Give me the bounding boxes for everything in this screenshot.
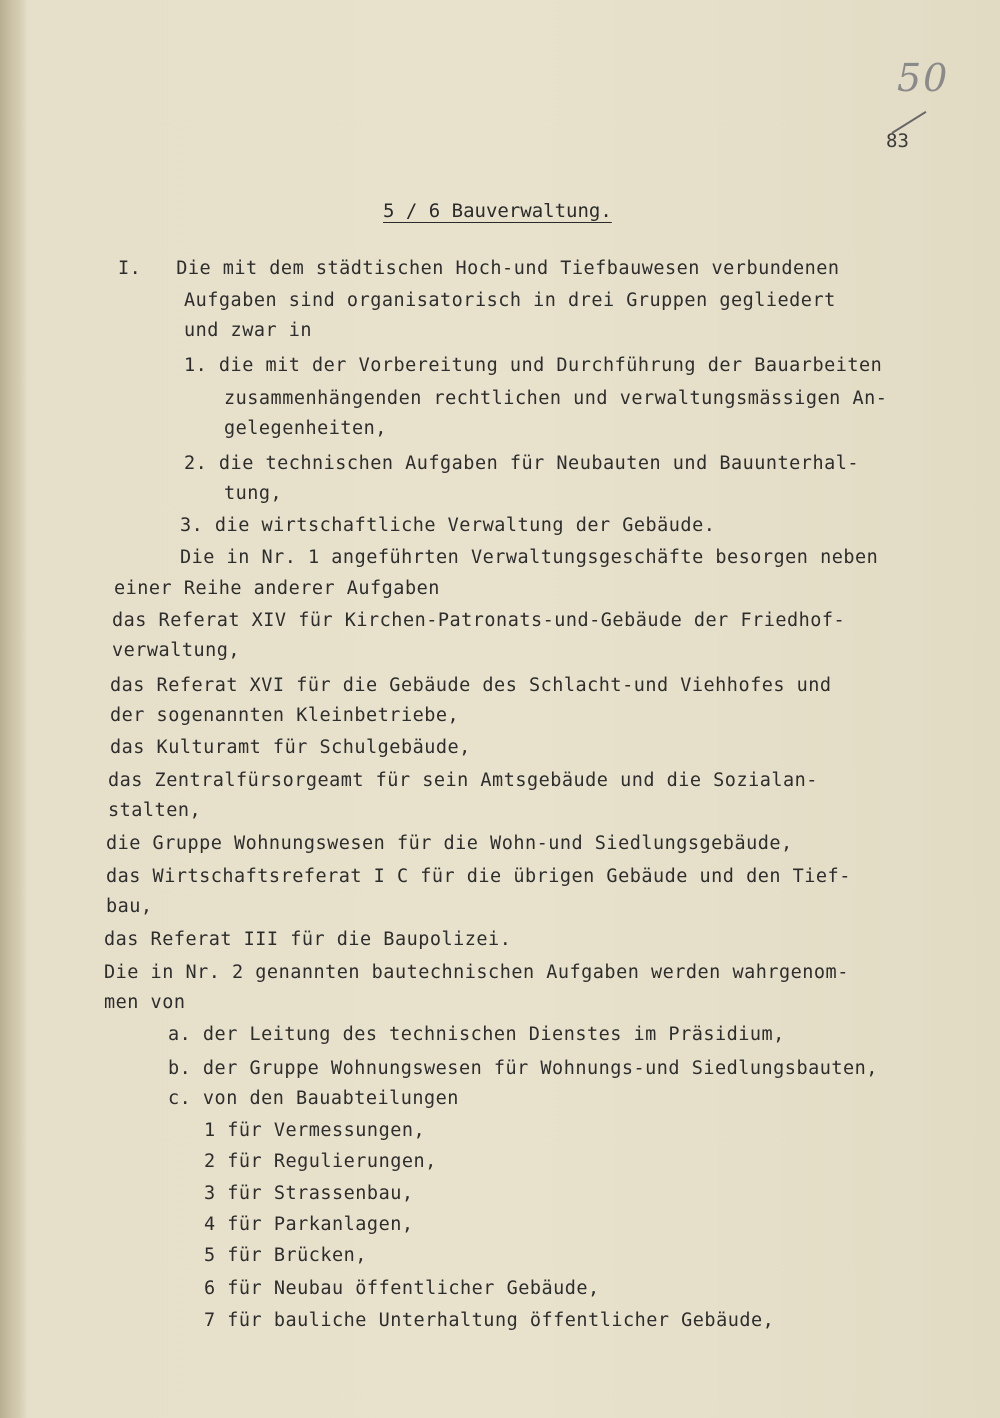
pencil-folio-number: 50 xyxy=(897,56,950,100)
text-line: 1. die mit der Vorbereitung und Durchführung der Bauarbeiten xyxy=(184,355,883,376)
text-line: 2 für Regulierungen, xyxy=(204,1151,437,1172)
text-line: 2. die technischen Aufgaben für Neubauten und Bauunterhal- xyxy=(184,453,860,474)
text-line: c. von den Bauabteilungen xyxy=(168,1088,459,1109)
text-line: 3. die wirtschaftliche Verwaltung der Gebäude. xyxy=(180,515,716,536)
text-line: 3 für Strassenbau, xyxy=(204,1183,414,1204)
text-line: der sogenannten Kleinbetriebe, xyxy=(110,705,460,726)
text-line: Die in Nr. 1 angeführten Verwaltungsgeschäfte besorgen neben xyxy=(180,547,879,568)
text-line: 4 für Parkanlagen, xyxy=(204,1214,414,1235)
text-line: stalten, xyxy=(108,800,202,821)
text-line: 6 für Neubau öffentlicher Gebäude, xyxy=(204,1278,600,1299)
typed-page-number: 83 xyxy=(886,130,909,152)
text-line: I. Die mit dem städtischen Hoch-und Tiefbauwesen verbundenen xyxy=(118,258,840,279)
text-line: gelegenheiten, xyxy=(224,418,387,439)
text-line: das Referat XIV für Kirchen-Patronats-und-Gebäude der Friedhof- xyxy=(112,610,846,631)
text-line: und zwar in xyxy=(184,320,313,341)
text-line: tung, xyxy=(224,483,283,504)
text-line: die Gruppe Wohnungswesen für die Wohn-und Siedlungsgebäude, xyxy=(106,833,793,854)
text-line: 5 für Brücken, xyxy=(204,1245,367,1266)
text-line: a. der Leitung des technischen Dienstes im Präsidium, xyxy=(168,1024,785,1045)
strike-mark xyxy=(891,111,926,134)
text-line: 1 für Vermessungen, xyxy=(204,1120,426,1141)
text-line: das Referat III für die Baupolizei. xyxy=(104,929,512,950)
text-line: verwaltung, xyxy=(112,640,241,661)
text-line: 7 für bauliche Unterhaltung öffentlicher Gebäude, xyxy=(204,1310,775,1331)
text-line: Aufgaben sind organisatorisch in drei Gruppen gegliedert xyxy=(184,290,836,311)
text-line: das Wirtschaftsreferat I C für die übrigen Gebäude und den Tief- xyxy=(106,866,851,887)
text-line: b. der Gruppe Wohnungswesen für Wohnungs-und Siedlungsbauten, xyxy=(168,1058,878,1079)
text-line: Die in Nr. 2 genannten bautechnischen Aufgaben werden wahrgenom- xyxy=(104,962,849,983)
text-line: das Kulturamt für Schulgebäude, xyxy=(110,737,471,758)
text-line: das Referat XVI für die Gebäude des Schlacht-und Viehhofes und xyxy=(110,675,832,696)
text-line: zusammenhängenden rechtlichen und verwaltungsmässigen An- xyxy=(224,388,888,409)
binding-edge xyxy=(0,0,26,1418)
section-title: 5 / 6 Bauverwaltung. xyxy=(383,200,612,222)
text-line: bau, xyxy=(106,896,153,917)
text-line: einer Reihe anderer Aufgaben xyxy=(114,578,440,599)
text-line: das Zentralfürsorgeamt für sein Amtsgebäude und die Sozialan- xyxy=(108,770,818,791)
text-line: men von xyxy=(104,992,186,1013)
